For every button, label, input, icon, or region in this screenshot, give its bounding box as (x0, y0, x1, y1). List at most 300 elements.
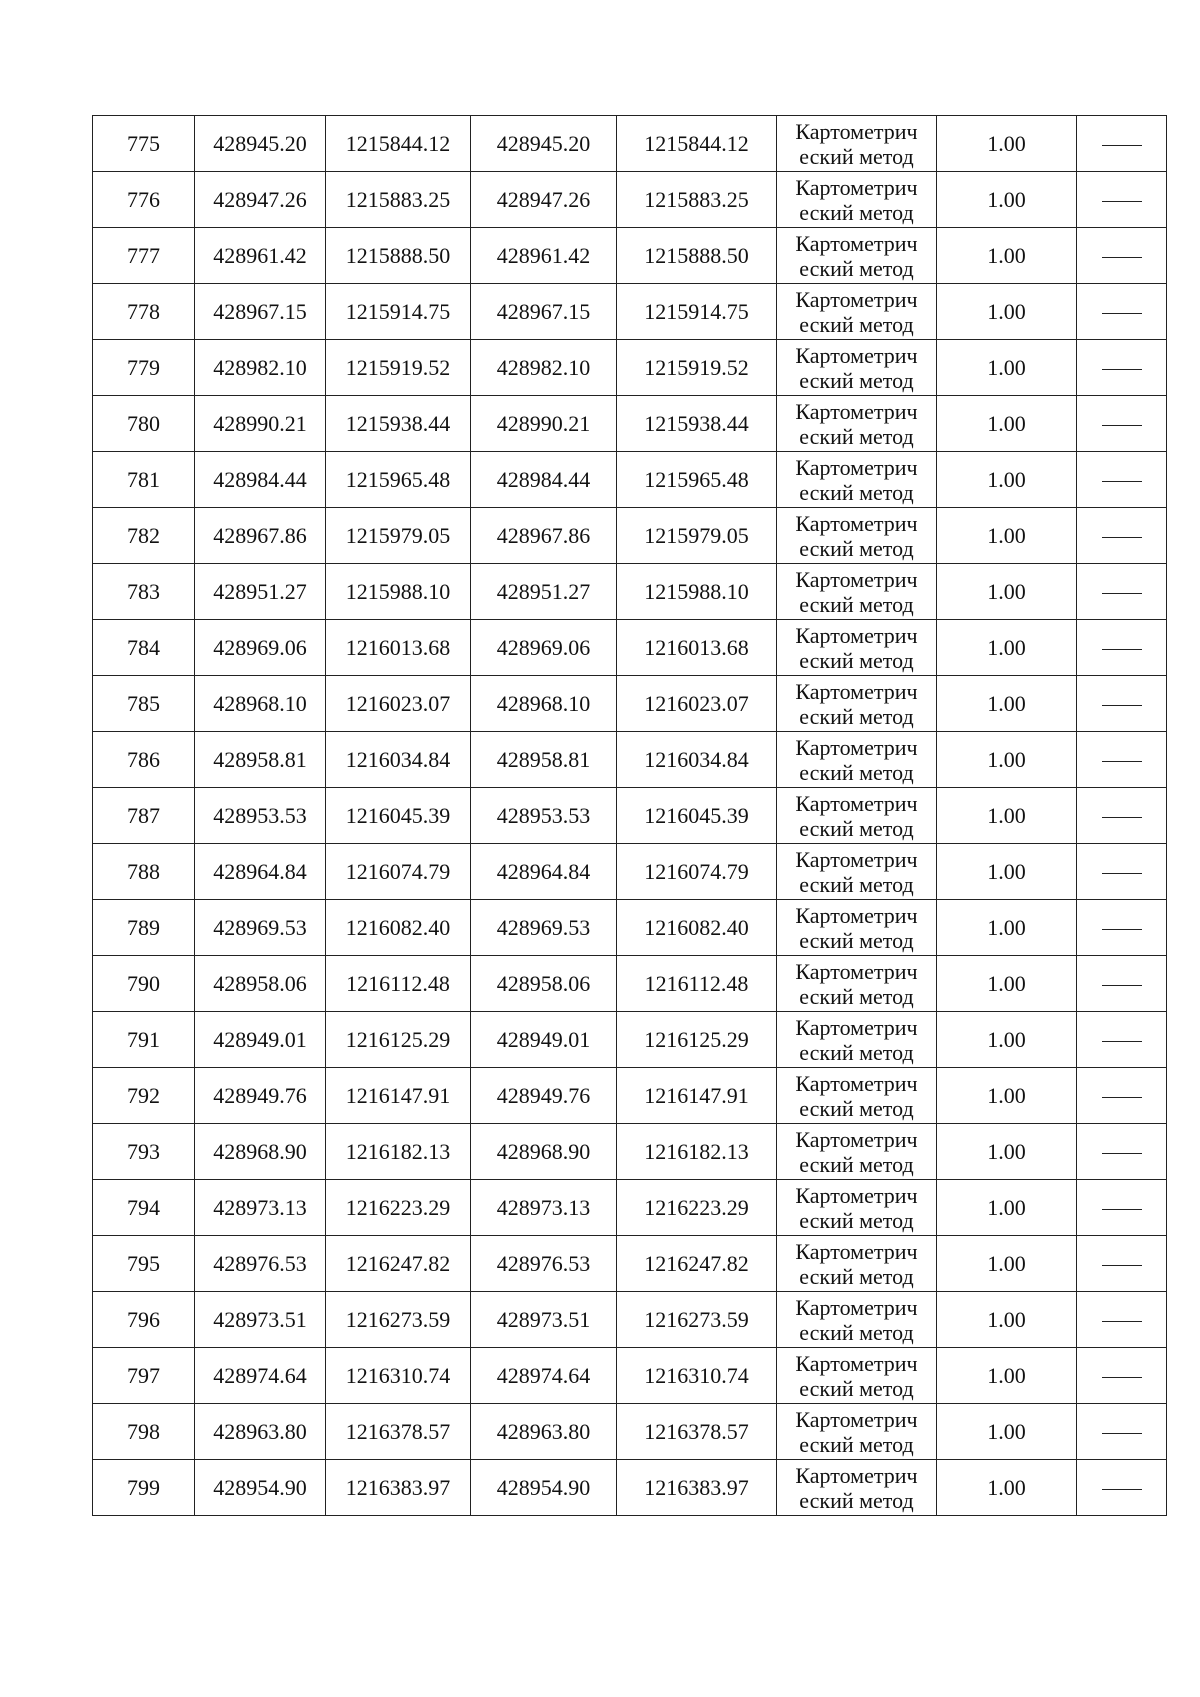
point-number-cell: 794 (93, 1180, 195, 1236)
accuracy-cell: 1.00 (937, 900, 1077, 956)
point-number-cell: 789 (93, 900, 195, 956)
x-coordinate-new-cell: 428976.53 (471, 1236, 617, 1292)
method-text-line1: Картометрич (795, 118, 918, 144)
y-coordinate-cell: 1216273.59 (326, 1292, 471, 1348)
extra-cell (1077, 340, 1167, 396)
extra-cell (1077, 620, 1167, 676)
y-coordinate-new-cell: 1215938.44 (617, 396, 777, 452)
method-text-line2: еский метод (799, 1039, 914, 1065)
method-text-line2: еский метод (799, 983, 914, 1009)
table-row (93, 116, 1167, 172)
method-text-line2: еский метод (799, 311, 914, 337)
extra-cell (1077, 284, 1167, 340)
y-coordinate-new-cell: 1215883.25 (617, 172, 777, 228)
y-coordinate-new-cell: 1215988.10 (617, 564, 777, 620)
y-coordinate-new-cell: 1216223.29 (617, 1180, 777, 1236)
x-coordinate-new-cell: 428967.86 (471, 508, 617, 564)
y-coordinate-cell: 1216074.79 (326, 844, 471, 900)
y-coordinate-new-cell: 1216125.29 (617, 1012, 777, 1068)
point-number-cell: 793 (93, 1124, 195, 1180)
method-cell (777, 1068, 937, 1124)
accuracy-cell: 1.00 (937, 1068, 1077, 1124)
extra-cell (1077, 1460, 1167, 1516)
x-coordinate-cell: 428953.53 (195, 788, 326, 844)
method-text-line1: Картометрич (795, 1238, 918, 1264)
y-coordinate-cell: 1216383.97 (326, 1460, 471, 1516)
method-text-line1: Картометрич (795, 398, 918, 424)
dash-mark (1102, 1321, 1142, 1322)
method-text-line2: еский метод (799, 871, 914, 897)
x-coordinate-cell: 428976.53 (195, 1236, 326, 1292)
coordinates-table (92, 115, 1167, 1516)
method-cell (777, 732, 937, 788)
point-number-cell: 776 (93, 172, 195, 228)
dash-mark (1102, 369, 1142, 370)
point-number-cell: 795 (93, 1236, 195, 1292)
y-coordinate-new-cell: 1216147.91 (617, 1068, 777, 1124)
method-text-line2: еский метод (799, 591, 914, 617)
extra-cell (1077, 900, 1167, 956)
method-cell (777, 452, 937, 508)
table-row (93, 732, 1167, 788)
method-text-line2: еский метод (799, 1151, 914, 1177)
method-text-line2: еский метод (799, 1375, 914, 1401)
method-text-line2: еский метод (799, 1487, 914, 1513)
point-number-cell: 799 (93, 1460, 195, 1516)
extra-cell (1077, 788, 1167, 844)
table-row (93, 1012, 1167, 1068)
method-cell (777, 564, 937, 620)
x-coordinate-cell: 428963.80 (195, 1404, 326, 1460)
y-coordinate-cell: 1215888.50 (326, 228, 471, 284)
y-coordinate-new-cell: 1215979.05 (617, 508, 777, 564)
point-number-cell: 775 (93, 116, 195, 172)
accuracy-cell: 1.00 (937, 620, 1077, 676)
x-coordinate-cell: 428982.10 (195, 340, 326, 396)
x-coordinate-cell: 428949.76 (195, 1068, 326, 1124)
x-coordinate-cell: 428974.64 (195, 1348, 326, 1404)
point-number-cell: 779 (93, 340, 195, 396)
y-coordinate-cell: 1216045.39 (326, 788, 471, 844)
method-text-line2: еский метод (799, 423, 914, 449)
x-coordinate-new-cell: 428990.21 (471, 396, 617, 452)
method-text-line1: Картометрич (795, 1126, 918, 1152)
point-number-cell: 778 (93, 284, 195, 340)
dash-mark (1102, 649, 1142, 650)
dash-mark (1102, 985, 1142, 986)
extra-cell (1077, 508, 1167, 564)
y-coordinate-new-cell: 1215914.75 (617, 284, 777, 340)
method-text-line2: еский метод (799, 759, 914, 785)
point-number-cell: 785 (93, 676, 195, 732)
x-coordinate-new-cell: 428953.53 (471, 788, 617, 844)
extra-cell (1077, 1012, 1167, 1068)
y-coordinate-new-cell: 1216023.07 (617, 676, 777, 732)
x-coordinate-new-cell: 428973.51 (471, 1292, 617, 1348)
method-text-line1: Картометрич (795, 1070, 918, 1096)
accuracy-cell: 1.00 (937, 396, 1077, 452)
x-coordinate-new-cell: 428949.76 (471, 1068, 617, 1124)
accuracy-cell: 1.00 (937, 1404, 1077, 1460)
y-coordinate-cell: 1216082.40 (326, 900, 471, 956)
dash-mark (1102, 817, 1142, 818)
method-text-line1: Картометрич (795, 1462, 918, 1488)
dash-mark (1102, 873, 1142, 874)
x-coordinate-new-cell: 428951.27 (471, 564, 617, 620)
accuracy-cell: 1.00 (937, 676, 1077, 732)
point-number-cell: 797 (93, 1348, 195, 1404)
y-coordinate-new-cell: 1215844.12 (617, 116, 777, 172)
extra-cell (1077, 956, 1167, 1012)
point-number-cell: 780 (93, 396, 195, 452)
table-row (93, 844, 1167, 900)
x-coordinate-new-cell: 428968.10 (471, 676, 617, 732)
table-row (93, 676, 1167, 732)
table-row (93, 284, 1167, 340)
y-coordinate-new-cell: 1216082.40 (617, 900, 777, 956)
point-number-cell: 781 (93, 452, 195, 508)
method-cell (777, 956, 937, 1012)
method-text-line2: еский метод (799, 535, 914, 561)
x-coordinate-new-cell: 428969.53 (471, 900, 617, 956)
extra-cell (1077, 564, 1167, 620)
x-coordinate-new-cell: 428945.20 (471, 116, 617, 172)
method-text-line1: Картометрич (795, 1294, 918, 1320)
method-cell (777, 1236, 937, 1292)
method-text-line1: Картометрич (795, 230, 918, 256)
method-cell (777, 676, 937, 732)
x-coordinate-new-cell: 428958.06 (471, 956, 617, 1012)
method-text-line1: Картометрич (795, 734, 918, 760)
y-coordinate-new-cell: 1216013.68 (617, 620, 777, 676)
x-coordinate-cell: 428973.13 (195, 1180, 326, 1236)
method-text-line1: Картометрич (795, 566, 918, 592)
table-row (93, 564, 1167, 620)
y-coordinate-cell: 1215988.10 (326, 564, 471, 620)
method-cell (777, 1404, 937, 1460)
extra-cell (1077, 1236, 1167, 1292)
method-cell (777, 1460, 937, 1516)
extra-cell (1077, 676, 1167, 732)
accuracy-cell: 1.00 (937, 228, 1077, 284)
method-text-line2: еский метод (799, 367, 914, 393)
x-coordinate-cell: 428945.20 (195, 116, 326, 172)
accuracy-cell: 1.00 (937, 732, 1077, 788)
table-row (93, 788, 1167, 844)
method-text-line2: еский метод (799, 1095, 914, 1121)
table-row (93, 172, 1167, 228)
method-text-line2: еский метод (799, 1319, 914, 1345)
method-text-line1: Картометрич (795, 678, 918, 704)
x-coordinate-cell: 428954.90 (195, 1460, 326, 1516)
dash-mark (1102, 1377, 1142, 1378)
method-cell (777, 340, 937, 396)
point-number-cell: 790 (93, 956, 195, 1012)
method-cell (777, 620, 937, 676)
accuracy-cell: 1.00 (937, 844, 1077, 900)
table-row (93, 1348, 1167, 1404)
x-coordinate-cell: 428958.06 (195, 956, 326, 1012)
dash-mark (1102, 929, 1142, 930)
y-coordinate-new-cell: 1216182.13 (617, 1124, 777, 1180)
method-text-line2: еский метод (799, 255, 914, 281)
x-coordinate-new-cell: 428968.90 (471, 1124, 617, 1180)
accuracy-cell: 1.00 (937, 788, 1077, 844)
x-coordinate-new-cell: 428967.15 (471, 284, 617, 340)
method-text-line2: еский метод (799, 1207, 914, 1233)
accuracy-cell: 1.00 (937, 1236, 1077, 1292)
table-row (93, 1124, 1167, 1180)
x-coordinate-cell: 428969.06 (195, 620, 326, 676)
y-coordinate-new-cell: 1216034.84 (617, 732, 777, 788)
x-coordinate-cell: 428968.10 (195, 676, 326, 732)
accuracy-cell: 1.00 (937, 564, 1077, 620)
x-coordinate-new-cell: 428973.13 (471, 1180, 617, 1236)
method-text-line2: еский метод (799, 479, 914, 505)
y-coordinate-cell: 1216247.82 (326, 1236, 471, 1292)
table-row (93, 1180, 1167, 1236)
point-number-cell: 796 (93, 1292, 195, 1348)
y-coordinate-cell: 1216223.29 (326, 1180, 471, 1236)
extra-cell (1077, 1068, 1167, 1124)
method-cell (777, 508, 937, 564)
extra-cell (1077, 1404, 1167, 1460)
y-coordinate-cell: 1216147.91 (326, 1068, 471, 1124)
extra-cell (1077, 1348, 1167, 1404)
extra-cell (1077, 1292, 1167, 1348)
method-text-line2: еский метод (799, 1431, 914, 1457)
accuracy-cell: 1.00 (937, 508, 1077, 564)
y-coordinate-cell: 1216112.48 (326, 956, 471, 1012)
y-coordinate-cell: 1216310.74 (326, 1348, 471, 1404)
method-cell (777, 844, 937, 900)
point-number-cell: 777 (93, 228, 195, 284)
x-coordinate-cell: 428967.86 (195, 508, 326, 564)
x-coordinate-new-cell: 428969.06 (471, 620, 617, 676)
dash-mark (1102, 537, 1142, 538)
y-coordinate-new-cell: 1216310.74 (617, 1348, 777, 1404)
dash-mark (1102, 1209, 1142, 1210)
dash-mark (1102, 705, 1142, 706)
dash-mark (1102, 1097, 1142, 1098)
method-text-line1: Картометрич (795, 1014, 918, 1040)
y-coordinate-new-cell: 1215919.52 (617, 340, 777, 396)
point-number-cell: 787 (93, 788, 195, 844)
method-text-line2: еский метод (799, 815, 914, 841)
y-coordinate-cell: 1216378.57 (326, 1404, 471, 1460)
dash-mark (1102, 1489, 1142, 1490)
dash-mark (1102, 481, 1142, 482)
point-number-cell: 783 (93, 564, 195, 620)
y-coordinate-new-cell: 1216273.59 (617, 1292, 777, 1348)
y-coordinate-cell: 1215883.25 (326, 172, 471, 228)
extra-cell (1077, 396, 1167, 452)
method-text-line2: еский метод (799, 703, 914, 729)
method-text-line1: Картометрич (795, 174, 918, 200)
y-coordinate-new-cell: 1216247.82 (617, 1236, 777, 1292)
x-coordinate-new-cell: 428958.81 (471, 732, 617, 788)
y-coordinate-cell: 1216023.07 (326, 676, 471, 732)
y-coordinate-cell: 1215938.44 (326, 396, 471, 452)
point-number-cell: 792 (93, 1068, 195, 1124)
y-coordinate-cell: 1216013.68 (326, 620, 471, 676)
accuracy-cell: 1.00 (937, 172, 1077, 228)
accuracy-cell: 1.00 (937, 1292, 1077, 1348)
accuracy-cell: 1.00 (937, 1460, 1077, 1516)
dash-mark (1102, 1153, 1142, 1154)
x-coordinate-cell: 428958.81 (195, 732, 326, 788)
method-cell (777, 1012, 937, 1068)
dash-mark (1102, 425, 1142, 426)
accuracy-cell: 1.00 (937, 340, 1077, 396)
y-coordinate-new-cell: 1216074.79 (617, 844, 777, 900)
method-text-line2: еский метод (799, 143, 914, 169)
x-coordinate-new-cell: 428964.84 (471, 844, 617, 900)
table-row (93, 228, 1167, 284)
x-coordinate-new-cell: 428982.10 (471, 340, 617, 396)
dash-mark (1102, 145, 1142, 146)
x-coordinate-new-cell: 428974.64 (471, 1348, 617, 1404)
method-cell (777, 900, 937, 956)
y-coordinate-cell: 1215914.75 (326, 284, 471, 340)
method-text-line1: Картометрич (795, 1350, 918, 1376)
accuracy-cell: 1.00 (937, 1012, 1077, 1068)
accuracy-cell: 1.00 (937, 1124, 1077, 1180)
y-coordinate-new-cell: 1216383.97 (617, 1460, 777, 1516)
x-coordinate-cell: 428968.90 (195, 1124, 326, 1180)
method-cell (777, 1124, 937, 1180)
table-row (93, 1068, 1167, 1124)
method-text-line1: Картометрич (795, 790, 918, 816)
table-body (93, 116, 1167, 1516)
x-coordinate-cell: 428961.42 (195, 228, 326, 284)
table-row (93, 396, 1167, 452)
method-text-line1: Картометрич (795, 454, 918, 480)
method-text-line1: Картометрич (795, 846, 918, 872)
accuracy-cell: 1.00 (937, 116, 1077, 172)
x-coordinate-cell: 428949.01 (195, 1012, 326, 1068)
method-text-line1: Картометрич (795, 286, 918, 312)
table-row (93, 956, 1167, 1012)
method-cell (777, 788, 937, 844)
y-coordinate-cell: 1216182.13 (326, 1124, 471, 1180)
dash-mark (1102, 257, 1142, 258)
extra-cell (1077, 1124, 1167, 1180)
table-row (93, 340, 1167, 396)
extra-cell (1077, 172, 1167, 228)
method-text-line1: Картометрич (795, 510, 918, 536)
dash-mark (1102, 313, 1142, 314)
accuracy-cell: 1.00 (937, 1180, 1077, 1236)
y-coordinate-cell: 1216034.84 (326, 732, 471, 788)
point-number-cell: 788 (93, 844, 195, 900)
accuracy-cell: 1.00 (937, 1348, 1077, 1404)
dash-mark (1102, 1041, 1142, 1042)
y-coordinate-cell: 1216125.29 (326, 1012, 471, 1068)
y-coordinate-new-cell: 1216378.57 (617, 1404, 777, 1460)
x-coordinate-new-cell: 428963.80 (471, 1404, 617, 1460)
method-text-line2: еский метод (799, 647, 914, 673)
x-coordinate-new-cell: 428947.26 (471, 172, 617, 228)
point-number-cell: 798 (93, 1404, 195, 1460)
method-cell (777, 172, 937, 228)
y-coordinate-new-cell: 1215888.50 (617, 228, 777, 284)
method-cell (777, 1348, 937, 1404)
y-coordinate-cell: 1215919.52 (326, 340, 471, 396)
extra-cell (1077, 732, 1167, 788)
method-text-line1: Картометрич (795, 622, 918, 648)
method-cell (777, 396, 937, 452)
point-number-cell: 784 (93, 620, 195, 676)
table-row (93, 900, 1167, 956)
x-coordinate-cell: 428984.44 (195, 452, 326, 508)
method-cell (777, 1180, 937, 1236)
x-coordinate-cell: 428967.15 (195, 284, 326, 340)
x-coordinate-new-cell: 428954.90 (471, 1460, 617, 1516)
dash-mark (1102, 201, 1142, 202)
y-coordinate-new-cell: 1215965.48 (617, 452, 777, 508)
y-coordinate-new-cell: 1216045.39 (617, 788, 777, 844)
x-coordinate-cell: 428990.21 (195, 396, 326, 452)
table-row (93, 1404, 1167, 1460)
method-text-line2: еский метод (799, 1263, 914, 1289)
dash-mark (1102, 761, 1142, 762)
x-coordinate-cell: 428947.26 (195, 172, 326, 228)
point-number-cell: 791 (93, 1012, 195, 1068)
table-row (93, 620, 1167, 676)
x-coordinate-cell: 428951.27 (195, 564, 326, 620)
accuracy-cell: 1.00 (937, 284, 1077, 340)
method-text-line2: еский метод (799, 927, 914, 953)
y-coordinate-cell: 1215965.48 (326, 452, 471, 508)
method-cell (777, 1292, 937, 1348)
dash-mark (1102, 1265, 1142, 1266)
accuracy-cell: 1.00 (937, 452, 1077, 508)
table-row (93, 1236, 1167, 1292)
accuracy-cell: 1.00 (937, 956, 1077, 1012)
point-number-cell: 786 (93, 732, 195, 788)
x-coordinate-cell: 428969.53 (195, 900, 326, 956)
method-cell (777, 116, 937, 172)
table-row (93, 1460, 1167, 1516)
x-coordinate-cell: 428973.51 (195, 1292, 326, 1348)
method-cell (777, 284, 937, 340)
table-row (93, 452, 1167, 508)
extra-cell (1077, 452, 1167, 508)
table-row (93, 1292, 1167, 1348)
method-text-line2: еский метод (799, 199, 914, 225)
method-text-line1: Картометрич (795, 902, 918, 928)
method-cell (777, 228, 937, 284)
point-number-cell: 782 (93, 508, 195, 564)
x-coordinate-new-cell: 428984.44 (471, 452, 617, 508)
x-coordinate-new-cell: 428949.01 (471, 1012, 617, 1068)
y-coordinate-cell: 1215844.12 (326, 116, 471, 172)
y-coordinate-cell: 1215979.05 (326, 508, 471, 564)
dash-mark (1102, 1433, 1142, 1434)
extra-cell (1077, 228, 1167, 284)
y-coordinate-new-cell: 1216112.48 (617, 956, 777, 1012)
method-text-line1: Картометрич (795, 342, 918, 368)
method-text-line1: Картометрич (795, 958, 918, 984)
method-text-line1: Картометрич (795, 1406, 918, 1432)
extra-cell (1077, 116, 1167, 172)
method-text-line1: Картометрич (795, 1182, 918, 1208)
x-coordinate-cell: 428964.84 (195, 844, 326, 900)
x-coordinate-new-cell: 428961.42 (471, 228, 617, 284)
table-row (93, 508, 1167, 564)
extra-cell (1077, 1180, 1167, 1236)
